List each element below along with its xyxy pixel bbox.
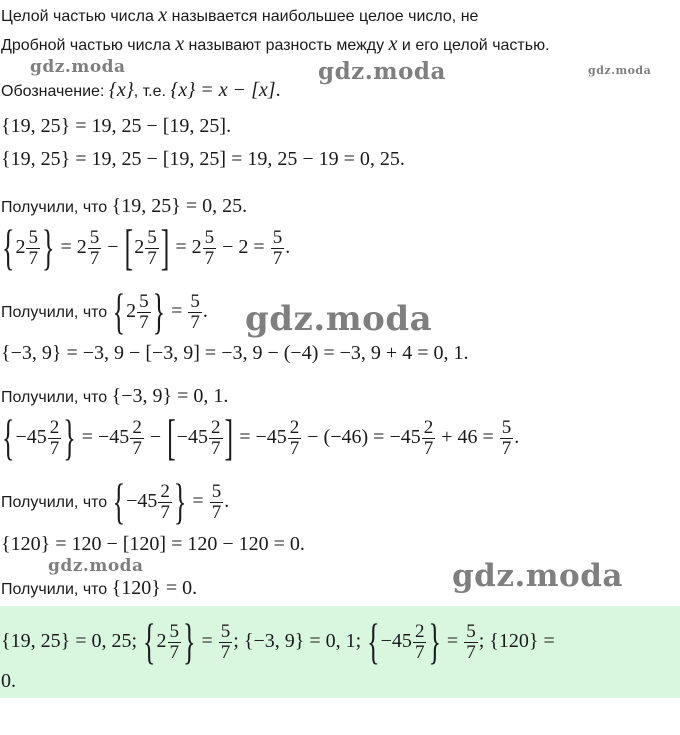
right-brace: } — [63, 410, 76, 466]
left-bracket: [ — [124, 220, 134, 276]
answer-line2: 0. — [1, 670, 16, 692]
fraction: $\frac{5}{7}$ — [147, 227, 157, 270]
fraction: $\frac{2}{7}$ — [211, 417, 221, 460]
result-formula: {19, 25} = 0, 25. — [111, 195, 248, 217]
watermark: gdz.moda — [318, 58, 446, 85]
mixed-whole: 2 — [15, 236, 26, 258]
notation-label: Обозначение: — [1, 83, 109, 100]
example3-result — [1, 385, 228, 409]
fraction: $\frac{2}{7}$ — [289, 417, 300, 460]
example2-result: Получили, что {2 $\frac{5}{7}$ } = $\frac{5}{7}$ . — [1, 284, 208, 340]
definition-fractional-part — [1, 33, 550, 57]
answer-line1: {19, 25} = 0, 25; {2 $\frac{5}{7}$ } = $\frac{5}{7}$ ; {−3, 9} = 0, 1; {−45 $\frac{2}{7}$ } = $\frac{5}{7}$ ; {120} = — [1, 614, 555, 670]
fraction: $\frac{5}{7}$ — [89, 227, 100, 270]
result-label: Получили, что — [1, 199, 112, 216]
fraction: $\frac{5}{7}$ — [220, 621, 231, 664]
notation-te: , т.е. — [133, 83, 171, 100]
left-brace: { — [2, 410, 15, 466]
example4-result: Получили, что {−45 $\frac{2}{7}$ } = $\frac{5}{7}$ . — [1, 474, 230, 530]
watermark: gdz.moda — [452, 558, 623, 594]
left-brace: { — [2, 220, 15, 276]
fraction: $\frac{2}{7}$ — [414, 621, 425, 664]
fraction: $\frac{5}{7}$ — [501, 417, 512, 460]
definition-text: называется наибольшее целое число, не — [167, 8, 479, 25]
math-variable: x — [158, 4, 168, 26]
watermark: gdz.moda — [588, 64, 652, 77]
left-bracket: [ — [167, 410, 176, 466]
fraction: $\frac{5}{7}$ — [272, 227, 283, 270]
notation-end: . — [275, 79, 281, 101]
example3-line: {−3, 9} = −3, 9 − [−3, 9] = −3, 9 − (−4) = −3, 9 + 4 = 0, 1. — [1, 342, 469, 364]
example1-result — [1, 195, 247, 219]
example4-line: {−45 $\frac{2}{7}$ } = −45 $\frac{2}{7}$ − [−45 $\frac{2}{7}$ ] = −45 $\frac{2}{7}$ − (−46) = −45 $\frac{2}{7}$ + 46 = $\frac{5}{7}$ . — [2, 410, 520, 466]
result-formula: {−3, 9} = 0, 1. — [111, 385, 229, 407]
watermark: gdz.moda — [30, 57, 126, 77]
result-label: Получили, что — [1, 581, 112, 598]
example1-line2: {19, 25} = 19, 25 − [19, 25] = 19, 25 − 19 = 0, 25. — [1, 148, 405, 170]
watermark: gdz.moda — [245, 299, 433, 339]
fraction: $\frac{5}{7}$ — [190, 291, 200, 334]
example5-line: {120} = 120 − [120] = 120 − 120 = 0. — [1, 533, 305, 555]
fraction: $\frac{5}{7}$ — [204, 227, 215, 270]
example2-line: {2 $\frac{5}{7}$ } = 2 $\frac{5}{7}$ − [2 $\frac{5}{7}$ ] = 2 $\frac{5}{7}$ − 2 = $\frac{5}{7}$ . — [2, 220, 291, 276]
fraction: $\frac{5}{7}$ — [139, 291, 149, 334]
result-label: Получили, что — [1, 494, 112, 511]
answer-block — [0, 606, 680, 698]
math-variable: x — [175, 33, 185, 55]
fraction: $\frac{2}{7}$ — [160, 481, 170, 524]
fraction: $\frac{2}{7}$ — [132, 417, 142, 460]
right-bracket: ] — [224, 410, 234, 466]
notation-line — [1, 79, 281, 103]
watermark: gdz.moda — [48, 556, 144, 576]
fraction: $\frac{2}{7}$ — [49, 417, 60, 460]
fraction: $\frac{5}{7}$ — [28, 227, 38, 270]
fraction: $\frac{5}{7}$ — [211, 481, 222, 524]
fraction: $\frac{5}{7}$ — [169, 621, 180, 664]
example5-result — [1, 577, 197, 601]
definition-integer-part — [1, 4, 478, 28]
definition-text: и его целой частью. — [397, 37, 550, 54]
right-bracket: ] — [160, 220, 170, 276]
notation-formula: {x} = x − [x] — [170, 79, 276, 101]
result-label: Получили, что — [1, 389, 112, 406]
math-variable: x — [388, 33, 398, 55]
definition-text: Дробной частью числа — [1, 37, 176, 54]
right-brace: } — [41, 220, 55, 276]
example1-line1: {19, 25} = 19, 25 − [19, 25]. — [1, 115, 232, 137]
definition-text: называют разность между — [184, 37, 389, 54]
result-label: Получили, что — [1, 304, 112, 321]
fraction: $\frac{2}{7}$ — [423, 417, 434, 460]
definition-text: Целой частью числа — [1, 8, 159, 25]
notation-braces: {x} — [108, 79, 134, 101]
result-formula: {120} = 0. — [111, 577, 198, 599]
fraction: $\frac{5}{7}$ — [466, 621, 476, 664]
